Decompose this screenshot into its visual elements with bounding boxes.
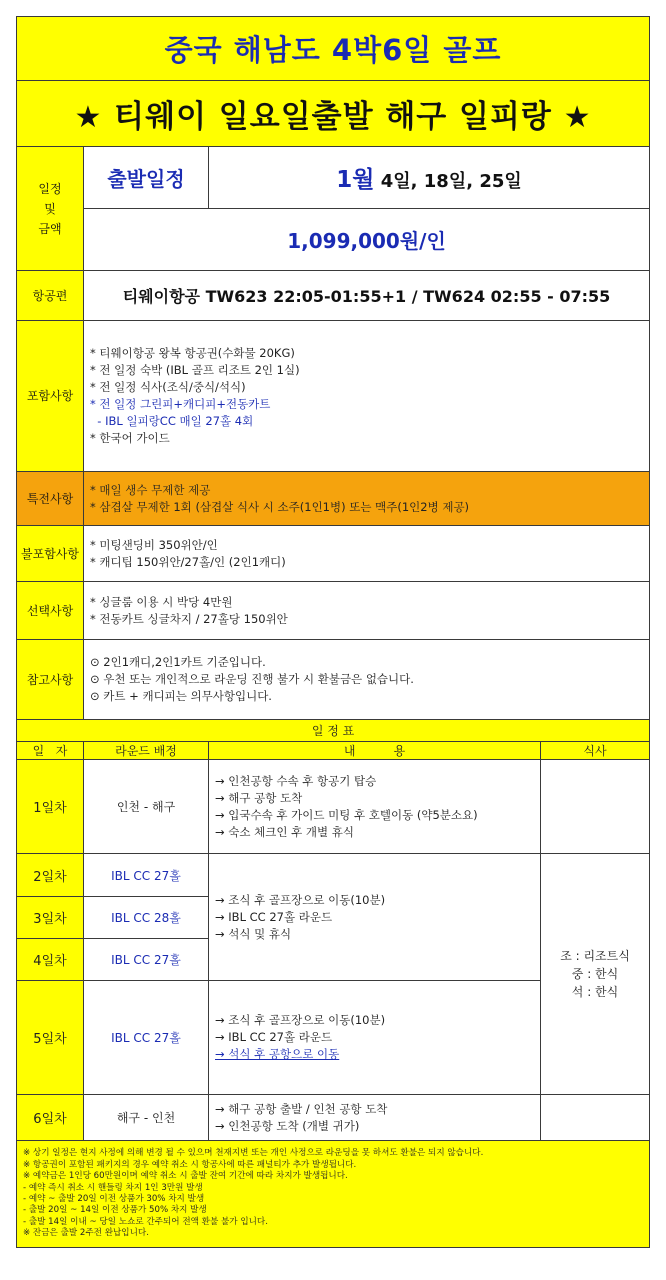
note-line: - 예약 즉시 취소 시 핸들링 차지 1인 3만원 발생: [23, 1182, 203, 1193]
meal-line: 중 : 한식: [571, 967, 619, 981]
title-line-1: 중국 해남도 4박6일 골프: [17, 17, 650, 81]
col-header-meal: 식사: [541, 742, 650, 760]
included-label: 포함사항: [17, 321, 84, 472]
day5-content: [209, 981, 541, 1095]
content-line: → 해구 공항 출발 / 인천 공항 도착: [215, 1101, 388, 1116]
notes: [17, 1141, 650, 1248]
content-line: → 숙소 체크인 후 개별 휴식: [215, 824, 355, 839]
day1-meal: [541, 760, 650, 854]
content-line: → 조식 후 골프장으로 이동(10분): [215, 1013, 386, 1027]
content-line: → 석식 및 휴식: [215, 926, 292, 941]
content-line: → 조식 후 골프장으로 이동(10분): [215, 892, 386, 907]
price: 1,099,000원/인: [84, 209, 650, 271]
meal-line: 조 : 리조트식: [560, 949, 630, 963]
departure-month: 1월: [336, 167, 375, 193]
golf-package-sheet: [16, 16, 649, 1264]
list-item: * 티웨이항공 왕복 항공권(수화물 20KG): [90, 346, 295, 360]
departure-label: 출발일정: [84, 147, 209, 209]
note-line: - 예약 ~ 출발 20일 이전 상품가 30% 차지 발생: [23, 1194, 205, 1204]
day1-content: [209, 760, 541, 854]
day6-content: [209, 1095, 541, 1141]
list-item: * 캐디팁 150위안/27홀/인 (2인1캐디): [90, 554, 286, 569]
list-item: * 매일 생수 무제한 제공: [90, 482, 211, 497]
day1-label: 1일차: [17, 760, 84, 854]
reference-label: 참고사항: [17, 640, 84, 720]
star-right-icon: ★: [563, 100, 592, 135]
day5-round: IBL CC 27홀: [84, 981, 209, 1095]
label-line: 금액: [38, 221, 62, 236]
title-line-2-text: 티웨이 일요일출발 해구 일피랑: [114, 99, 552, 135]
departure-dates: [209, 147, 650, 209]
days234-content: [209, 854, 541, 981]
note-line: ※ 상기 일정은 현지 사정에 의해 변경 될 수 있으며 천재지변 또는 개인 사정으로 라운딩을 못 하셔도 환불은 되지 않습니다.: [23, 1148, 484, 1159]
list-item: * 전 일정 그린피+캐디피+전동카트: [90, 397, 271, 411]
excluded-label: 불포함사항: [17, 526, 84, 582]
flight-label: 항공편: [17, 271, 84, 321]
optional-list: [84, 582, 650, 640]
star-left-icon: ★: [74, 100, 103, 135]
reference-list: [84, 640, 650, 720]
included-list: [84, 321, 650, 472]
title-line-2: [17, 81, 650, 147]
day2-label: 2일차: [17, 854, 84, 897]
day3-round: IBL CC 28홀: [84, 897, 209, 939]
excluded-list: [84, 526, 650, 582]
list-item: * 전동카트 싱글차지 / 27홀당 150위안: [90, 611, 288, 626]
list-item: - IBL 일피랑CC 매일 27홀 4회: [90, 414, 254, 428]
list-item: ⊙ 우천 또는 개인적으로 라운딩 진행 불가 시 환불금은 없습니다.: [90, 672, 414, 686]
note-line: ※ 항공권이 포함된 패키지의 경우 예약 취소 시 항공사에 따른 패널티가 추가 발생됩니다.: [23, 1159, 357, 1170]
list-item: * 전 일정 식사(조식/중식/석식): [90, 380, 246, 394]
list-item: ⊙ 2인1캐디,2인1카트 기준입니다.: [90, 655, 266, 669]
meals-days2-5: [541, 854, 650, 1095]
day4-round: IBL CC 27홀: [84, 939, 209, 981]
col-header-round: 라운드 배정: [84, 742, 209, 760]
day5-label: 5일차: [17, 981, 84, 1095]
list-item: ⊙ 카트 + 캐디피는 의무사항입니다.: [90, 689, 272, 703]
note-line: - 출발 20일 ~ 14일 이전 상품가 50% 차지 발생: [23, 1205, 207, 1216]
col-header-day: 일 자: [17, 742, 84, 760]
day3-label: 3일차: [17, 897, 84, 939]
content-line: → 해구 공항 도착: [215, 790, 303, 805]
flight-info: 티웨이항공 TW623 22:05-01:55+1 / TW624 02:55 - 07:55: [84, 271, 650, 321]
list-item: * 한국어 가이드: [90, 431, 170, 445]
day6-label: 6일차: [17, 1095, 84, 1141]
list-item: * 삼겹살 무제한 1회 (삼겹살 식사 시 소주(1인1병) 또는 맥주(1인2병 제공): [90, 499, 470, 514]
list-item: * 싱글룸 이용 시 박당 4만원: [90, 594, 233, 609]
itinerary-title: 일 정 표: [17, 720, 650, 742]
day2-round: IBL CC 27홀: [84, 854, 209, 897]
label-line: 일정: [38, 181, 62, 196]
note-line: ※ 예약금은 1인당 60만원이며 예약 취소 시 출발 잔여 기간에 따라 차지가 발생됩니다.: [23, 1171, 348, 1182]
schedule-price-label: [17, 147, 84, 271]
package-table: [16, 16, 650, 1248]
content-line-link[interactable]: → 석식 후 공항으로 이동: [215, 1047, 340, 1061]
content-line: → 인천공항 수속 후 항공기 탑승: [215, 773, 377, 788]
note-line: - 출발 14일 이내 ~ 당일 노쇼로 간주되어 전액 환불 불가 입니다.: [23, 1216, 268, 1227]
content-line: → 인천공항 도착 (개별 귀가): [215, 1118, 360, 1133]
col-header-content: 내 용: [209, 742, 541, 760]
content-line: → IBL CC 27홀 라운드: [215, 909, 333, 924]
note-line: ※ 잔금은 출발 2주전 완납입니다.: [23, 1228, 149, 1239]
content-line: → 입국수속 후 가이드 미팅 후 호텔이동 (약5분소요): [215, 807, 478, 822]
optional-label: 선택사항: [17, 582, 84, 640]
label-line: 및: [44, 201, 56, 216]
meal-line: 석 : 한식: [571, 985, 619, 999]
day1-round: 인천 - 해구: [84, 760, 209, 854]
day6-round: 해구 - 인천: [84, 1095, 209, 1141]
day4-label: 4일차: [17, 939, 84, 981]
benefits-label: 특전사항: [17, 472, 84, 526]
departure-days: 4일, 18일, 25일: [374, 171, 522, 192]
day6-meal: [541, 1095, 650, 1141]
content-line: → IBL CC 27홀 라운드: [215, 1030, 333, 1044]
benefits-list: [84, 472, 650, 526]
list-item: * 미팅샌딩비 350위안/인: [90, 537, 218, 552]
list-item: * 전 일정 숙박 (IBL 골프 리조트 2인 1실): [90, 363, 300, 377]
